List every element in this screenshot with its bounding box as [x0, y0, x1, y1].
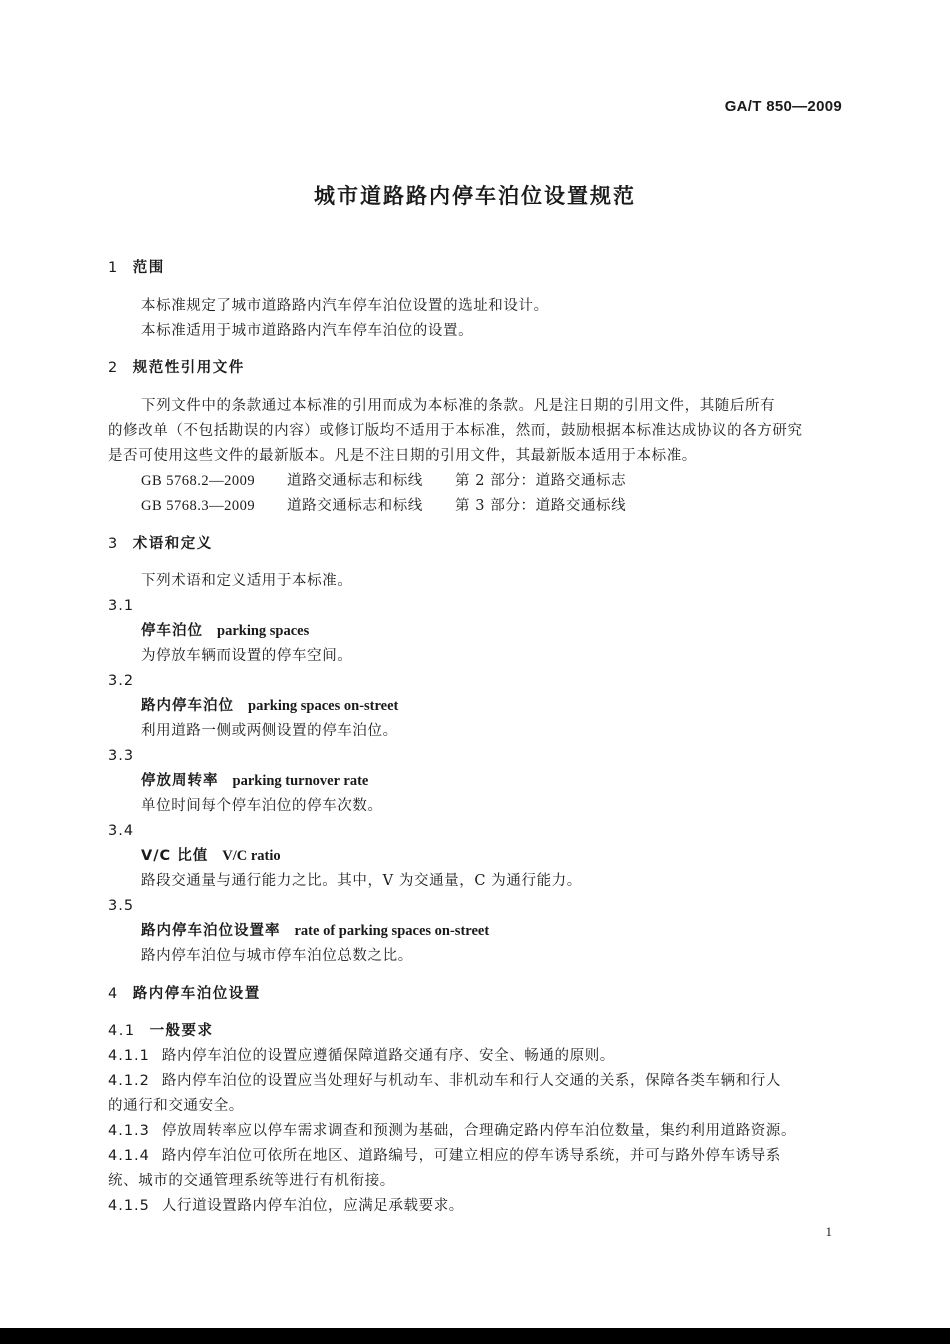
section-1-heading	[108, 258, 165, 278]
term-english: parking spaces	[217, 623, 310, 639]
reference-code: GB 5768.3—2009	[141, 498, 256, 514]
section-number: 3	[108, 536, 119, 552]
term-definition: 单位时间每个停车泊位的停车次数。	[141, 798, 383, 814]
clause-number: 4.1.2	[108, 1073, 150, 1089]
term-definition: 为停放车辆而设置的停车空间。	[141, 648, 353, 664]
section-4-heading	[108, 984, 261, 1004]
clause	[108, 1071, 781, 1091]
document-title: 城市道路路内停车泊位设置规范	[314, 184, 636, 208]
term-chinese: V/C 比值	[141, 848, 209, 864]
term-english: V/C ratio	[222, 848, 281, 864]
paragraph-line: 下列文件中的条款通过本标准的引用而成为本标准的条款。凡是注日期的引用文件，其随后所有	[141, 398, 776, 414]
clause-continuation: 统、城市的交通管理系统等进行有机衔接。	[108, 1173, 395, 1189]
paragraph-line: 是否可使用这些文件的最新版本。凡是不注日期的引用文件，其最新版本适用于本标准。	[108, 448, 697, 464]
term-chinese: 停车泊位	[141, 623, 203, 639]
term-chinese: 路内停车泊位设置率	[141, 923, 281, 939]
clause-number: 4.1.1	[108, 1048, 150, 1064]
clause	[108, 1046, 615, 1066]
clause-continuation: 的通行和交通安全。	[108, 1098, 244, 1114]
term-english: parking turnover rate	[232, 773, 369, 789]
clause-number: 4.1.3	[108, 1123, 150, 1139]
term-chinese: 停放周转率	[141, 773, 219, 789]
term-number: 3.4	[108, 823, 135, 839]
reference-code: GB 5768.2—2009	[141, 473, 256, 489]
page-number: 1	[825, 1224, 832, 1239]
term-definition: 利用道路一侧或两侧设置的停车泊位。	[141, 723, 398, 739]
section-number: 4	[108, 986, 119, 1002]
section-title: 术语和定义	[132, 536, 213, 552]
clause-text: 路内停车泊位的设置应遵循保障道路交通有序、安全、畅通的原则。	[161, 1048, 615, 1064]
reference-title: 道路交通标志和标线	[287, 473, 423, 489]
section-title: 范围	[132, 260, 165, 276]
subsection-4-1-heading	[108, 1021, 214, 1041]
clause-text: 停放周转率应以停车需求调查和预测为基础，合理确定路内停车泊位数量，集约利用道路资源。	[161, 1123, 797, 1139]
term-definition: 路段交通量与通行能力之比。其中，V 为交通量，C 为通行能力。	[141, 873, 582, 889]
section-number: 1	[108, 260, 119, 276]
reference-title: 道路交通标志和标线	[287, 498, 423, 514]
clause	[108, 1146, 781, 1166]
paragraph: 本标准规定了城市道路路内汽车停车泊位设置的选址和设计。	[141, 298, 549, 314]
paragraph-line: 的修改单（不包括勘误的内容）或修订版均不适用于本标准，然而，鼓励根据本标准达成协议的各方研究	[108, 423, 803, 439]
term-english: rate of parking spaces on-street	[294, 923, 490, 939]
term-heading	[141, 846, 281, 866]
term-number: 3.3	[108, 748, 135, 764]
clause-number: 4.1.4	[108, 1148, 150, 1164]
term-chinese: 路内停车泊位	[141, 698, 234, 714]
standard-code: GA/T 850—2009	[724, 98, 842, 115]
section-title: 路内停车泊位设置	[132, 986, 261, 1002]
term-number: 3.5	[108, 898, 135, 914]
term-english: parking spaces on-street	[248, 698, 399, 714]
term-heading	[141, 921, 489, 941]
clause-number: 4.1.5	[108, 1198, 150, 1214]
term-heading	[141, 696, 398, 716]
term-definition: 路内停车泊位与城市停车泊位总数之比。	[141, 948, 413, 964]
term-heading	[141, 771, 368, 791]
section-number: 2	[108, 360, 119, 376]
reference-part: 第 3 部分：道路交通标线	[455, 498, 627, 514]
clause-text: 路内停车泊位的设置应当处理好与机动车、非机动车和行人交通的关系，保障各类车辆和行人	[161, 1073, 782, 1089]
term-number: 3.1	[108, 598, 135, 614]
reference-part: 第 2 部分：道路交通标志	[455, 473, 627, 489]
subsection-title: 一般要求	[149, 1023, 214, 1039]
clause-text: 路内停车泊位可依所在地区、道路编号，可建立相应的停车诱导系统，并可与路外停车诱导系	[161, 1148, 782, 1164]
section-title: 规范性引用文件	[132, 360, 245, 376]
clause-text: 人行道设置路内停车泊位，应满足承载要求。	[161, 1198, 464, 1214]
paragraph: 下列术语和定义适用于本标准。	[141, 573, 353, 589]
subsection-number: 4.1	[108, 1023, 136, 1039]
clause	[108, 1121, 796, 1141]
section-3-heading	[108, 534, 213, 554]
term-number: 3.2	[108, 673, 135, 689]
reference-item	[141, 496, 626, 516]
section-2-heading	[108, 358, 245, 378]
clause	[108, 1196, 464, 1216]
scan-edge-bar	[0, 1328, 950, 1344]
paragraph: 本标准适用于城市道路路内汽车停车泊位的设置。	[141, 323, 474, 339]
term-heading	[141, 621, 309, 641]
reference-item	[141, 471, 626, 491]
